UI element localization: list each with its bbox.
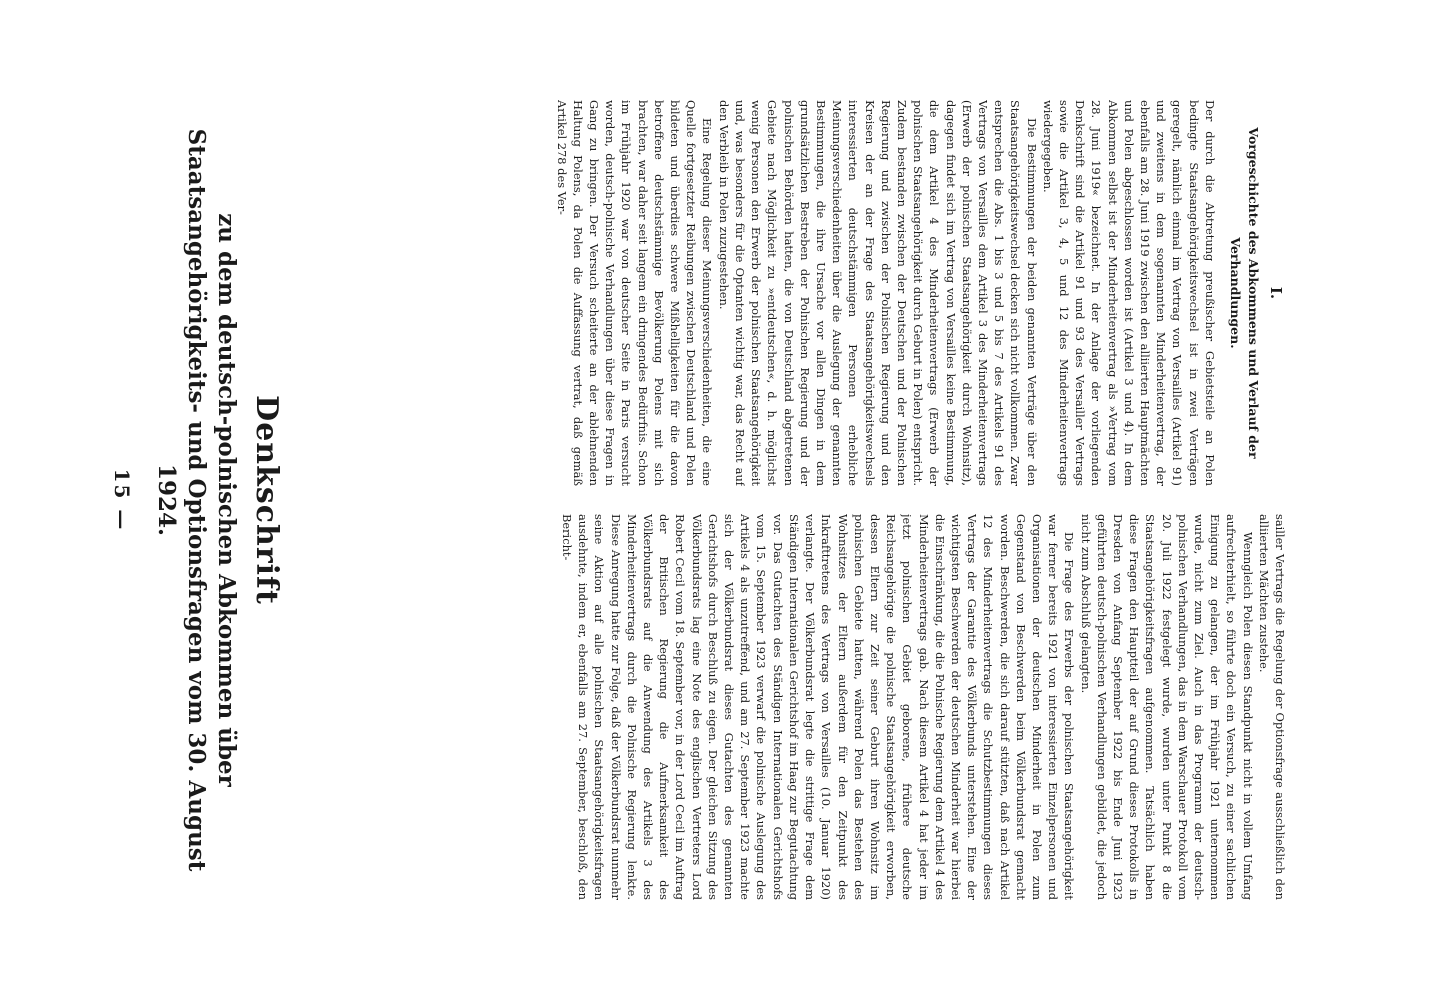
page-number: 15 — <box>110 468 134 532</box>
right-column <box>298 514 1288 900</box>
section-number: I. <box>1267 286 1285 300</box>
paragraph: Die Frage des Erwerbs der polnischen Staatsangehörigkeit war ferner bereits 1921 von interessierten Einzelpersonen und Organisationen der deutschen Minderheit in Polen zum Gegenstand von Beschwerden beim Völkerbundsrat gemacht worden. Beschwerden, die sich darauf stützten, daß nach Artikel 12 des Minderheitenvertrags die Schutzbestimmungen dieses Vertrags der Garantie des Völkerbunds unterstehen. Eine der wichtigsten Beschwerden der deutschen Minderheit war hierbei die Einschränkung, die die Polnische Regierung dem Artikel 4 des Minderheitenvertrags gab. Nach diesem Artikel 4 hat jeder im jetzt polnischen Gebiet geborene, frühere deutsche Reichsangehörige die polnische Staatsangehörigkeit erworben, dessen Eltern zur Zeit seiner Geburt ihren Wohnsitz im polnischen Gebiete hatten, während Polen das Bestehen des Wohnsitzes der Eltern außerdem für den Zeitpunkt des Inkrafttretens des Vertrags von Versailles (10. Januar 1920) verlangte. Der Völkerbundsrat legte die strittige Frage dem Ständigen Internationalen Gerichtshof im Haag zur Begutachtung vor. Das Gutachten des Ständigen Internationalen Gerichtshofs vom 15. September 1923 verwarf die polnische Auslegung des Artikels 4 als unzutreffend, und am 27. September 1923 machte sich der Völkerbundsrat dieses Gutachten des genannten Gerichtshofs durch Beschluß zu eigen. Der gleichen Sitzung des Völkerbundsrats lag eine Note des englischen Vertreters Lord Robert Cecil vom 18. September vor, in der Lord Cecil im Auftrag der Britischen Regierung die Aufmerksamkeit des Völkerbundsrats auf die Anwendung des Artikels 3 des Minderheitenvertrags durch die Polnische Regierung lenkte. Diese Anregung hatte zur Folge, daß der Völkerbundsrat nunmehr seine Aktion auf alle polnischen Staatsangehörigkeitsfragen ausdehnte, indem er, ebenfalls am 27. September, beschloß, den Bericht- <box>560 514 1077 900</box>
paragraph: sailler Vertrags die Regelung der Optionsfrage ausschließlich den alliierten Mächten zustehe. <box>1256 514 1287 900</box>
document-title: Denkschrift <box>249 395 284 605</box>
document-subtitle: zu dem deutsch-polnischen Abkommen über Staatsangehörigkeits- und Optionsfragen vom 30. August 1924. <box>153 128 240 872</box>
paragraph: Eine Regelung dieser Meinungsverschiedenheiten, die eine Quelle fortgesetzter Reibungen zwischen Deutschland und Polen bildeten und überdies schwere Mißhelligkeiten für die davon betroffene deutschstämmige Bevölkerung Polens mit sich brachten, war daher seit langem ein dringendes Bedürfnis. Schon im Frühjahr 1920 war von deutscher Seite in Paris versucht worden, deutsch-polnische Verhandlungen über diese Fragen in Gang zu bringen. Der Versuch scheiterte an der ablehnenden Haltung Polens, da Polen die Auffassung vertrat, daß gemäß Artikel 278 des Ver- <box>554 100 715 486</box>
paragraph: Die Bestimmungen der beiden genannten Verträge über den Staatsangehörigkeitswechsel decken sich nicht vollkommen. Zwar entsprechen die Abs. 1 bis 3 und 5 bis 7 des Artikels 91 des Vertrags von Versailles dem Artikel 3 des Minderheitenvertrags (Erwerb der polnischen Staatsangehörigkeit durch Wohnsitz), dagegen findet sich im Vertrag von Versailles keine Bestimmung, die dem Artikel 4 des Minderheitenvertrags (Erwerb der polnischen Staatsangehörigkeit durch Geburt in Polen) entspricht. Zudem bestanden zwischen der Deutschen und der Polnischen Regierung und zwischen der Polnischen Regierung und den Kreisen der an der Frage des Staatsangehörigkeitswechsels interessierten deutschstämmigen Personen erhebliche Meinungsverschiedenheiten über die Auslegung der genannten Bestimmungen, die ihre Ursache vor allen Dingen in dem grundsätzlichen Bestreben der Polnischen Regierung und der polnischen Behörden hatten, die von Deutschland abgetretenen Gebiete nach Möglichkeit zu »entdeutschen«, d. h. möglichst wenig Personen den Erwerb der polnischen Staatsangehörigkeit und, was besonders für die Optanten wichtig war, das Recht auf den Verbleib in Polen zuzugestehen. <box>716 100 1039 486</box>
paragraph: Der durch die Abtretung preußischer Gebietsteile an Polen bedingte Staatsangehörigkeitswechsel ist in zwei Verträgen geregelt, nämlich einmal im Vertrag von Versailles (Artikel 91) und zweitens in dem sogenannten Minderheitenvertrag, der ebenfalls am 28. Juni 1919 zwischen den alliierten Hauptmächten und Polen abgeschlossen worden ist (Artikel 3 und 4). In dem Abkommen selbst ist der Minderheitenvertrag als »Vertrag vom 28. Juni 1919« bezeichnet. In der Anlage der vorliegenden Denkschrift sind die Artikel 91 und 93 des Versailler Vertrags sowie die Artikel 3, 4, 5 und 12 des Minderheitenvertrags wiedergegeben. <box>1040 100 1217 486</box>
left-column <box>298 100 1288 486</box>
title-block <box>151 120 284 880</box>
text-columns <box>298 100 1288 900</box>
paragraph: Wenngleich Polen diesen Standpunkt nicht in vollem Umfang aufrechterhielt, so führte doch ein Versuch, zu einer sachlichen Einigung zu gelangen, der im Frühjahr 1921 unternommen wurde, nicht zum Ziel. Auch in das Programm der deutsch-polnischen Verhandlungen, das in dem Warschauer Protokoll vom 20. Juli 1922 festgelegt wurde, wurden unter Punkt 8 die Staatsangehörigkeitsfragen aufgenommen. Tatsächlich haben diese Fragen den Hauptteil der auf Grund dieses Protokolls in Dresden von Anfang September 1922 bis Ende Juni 1923 geführten deutsch-polnischen Verhandlungen gebildet, die jedoch nicht zum Abschluß gelangten. <box>1078 514 1255 900</box>
section-heading: Vorgeschichte des Abkommens und Verlauf der Verhandlungen. <box>1227 127 1261 459</box>
